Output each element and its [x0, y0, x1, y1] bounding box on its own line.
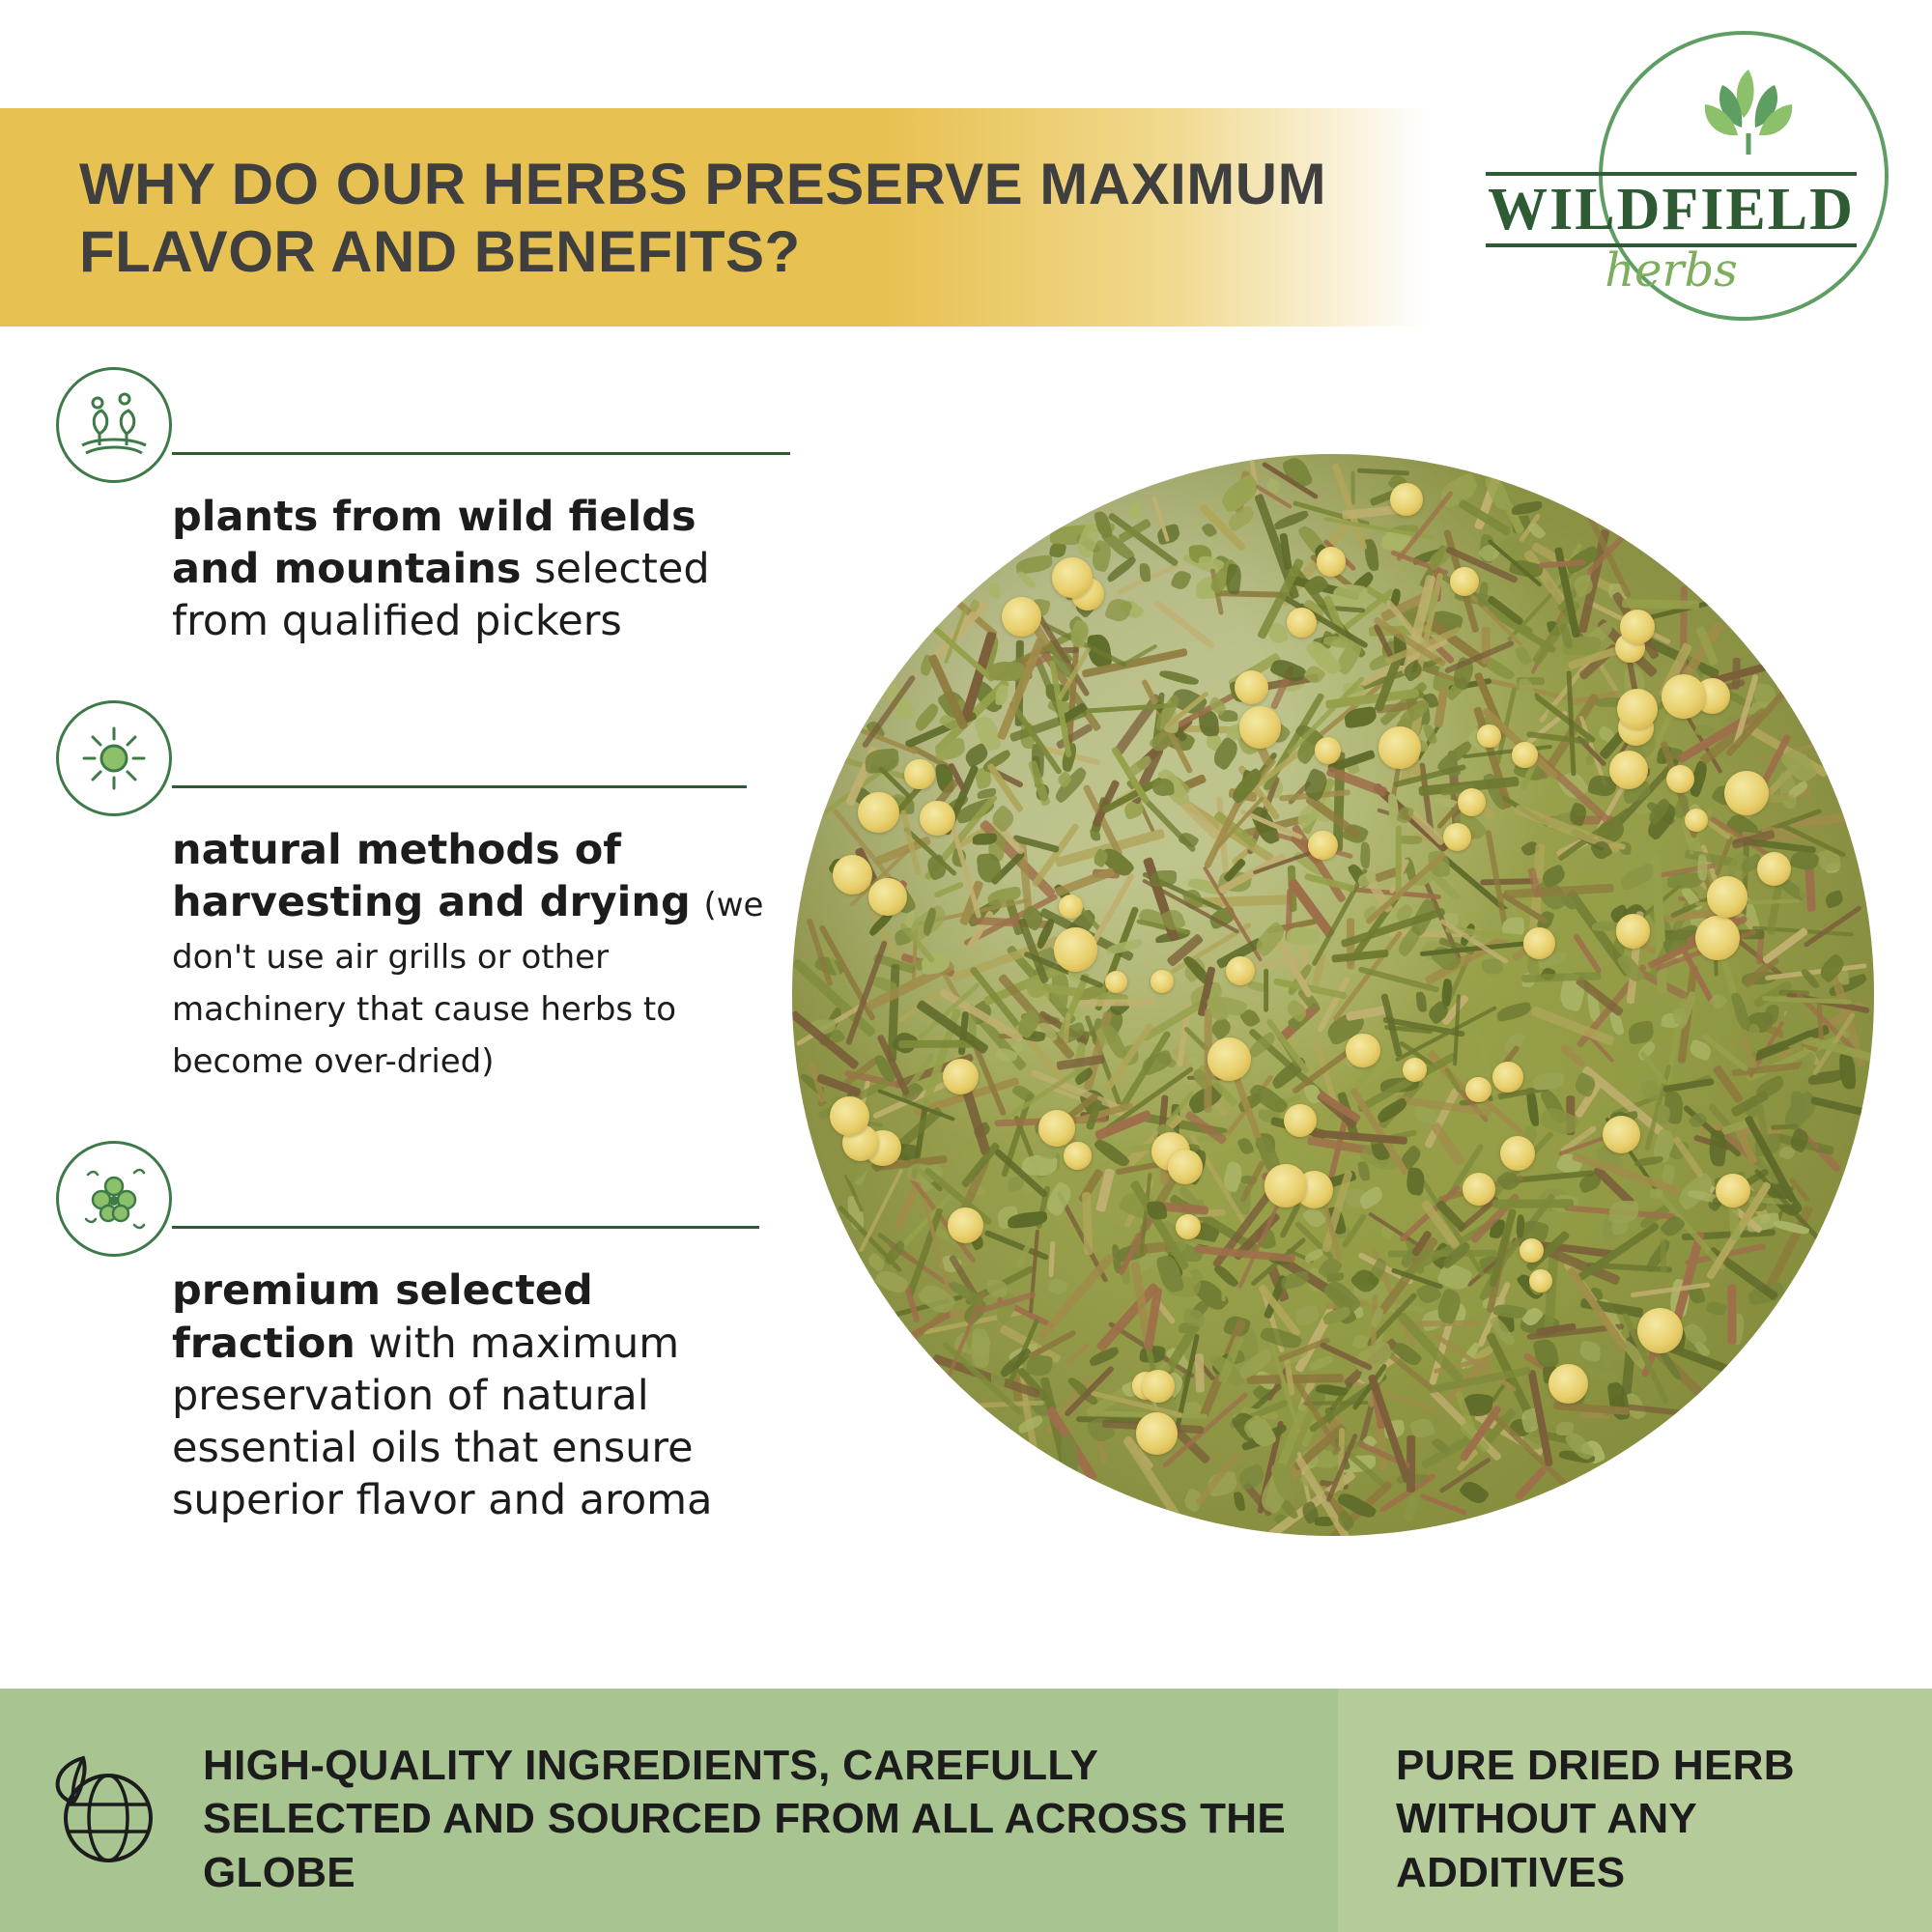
footer-left-text: HIGH-QUALITY INGREDIENTS, CAREFULLY SELECTED AND SOURCED FROM ALL ACROSS THE GLOBE [203, 1742, 1287, 1896]
footer-left-panel [0, 1689, 1338, 1932]
footer-right-text: PURE DRIED HERB WITHOUT ANY ADDITIVES [1396, 1742, 1795, 1896]
product-image [792, 454, 1874, 1536]
feature-item-1 [0, 367, 802, 648]
field-sprouts-icon [56, 367, 172, 483]
feature-1-rest: selected from qualified pickers [172, 545, 710, 646]
feature-1-bold: plants from wild fields and mountains [172, 493, 696, 594]
feature-item-3 [0, 1141, 802, 1526]
feature-3-rest: with maximum preservation of natural essential oils that ensure superior flavor and aroma [172, 1319, 713, 1525]
brand-logo [1468, 29, 1874, 319]
sun-icon [56, 700, 172, 816]
feature-item-2 [0, 700, 802, 1086]
feature-3-bold: premium selected fraction [172, 1266, 593, 1368]
feature-1-head [0, 367, 802, 483]
feature-3-text [172, 1257, 790, 1526]
feature-2-head [0, 700, 802, 816]
flower-sparkle-icon [56, 1141, 172, 1257]
feature-3-head [0, 1141, 802, 1257]
page-title: WHY DO OUR HERBS PRESERVE MAXIMUM FLAVOR AND BENEFITS? [79, 152, 1327, 284]
footer [0, 1689, 1932, 1932]
logo-brand-text: WILDFIELD [1488, 177, 1855, 242]
feature-2-text [172, 816, 790, 1086]
leaves-icon [1676, 58, 1821, 164]
feature-1-text [172, 483, 790, 648]
feature-list [0, 367, 802, 1526]
feature-2-bold: natural methods of harvesting and drying [172, 825, 691, 926]
feature-1-rule [172, 452, 790, 455]
logo-sub-text: herbs [1605, 243, 1738, 298]
dried-herb-disc [792, 454, 1874, 1536]
feature-2-note: (we don't use air grills or other machinery that cause herbs to become over-dried) [172, 885, 764, 1082]
footer-right-panel [1338, 1689, 1932, 1932]
feature-2-rule [172, 785, 747, 788]
herb-texture [792, 454, 1874, 1536]
globe-leaf-icon [41, 1750, 166, 1876]
feature-3-rule [172, 1226, 759, 1229]
